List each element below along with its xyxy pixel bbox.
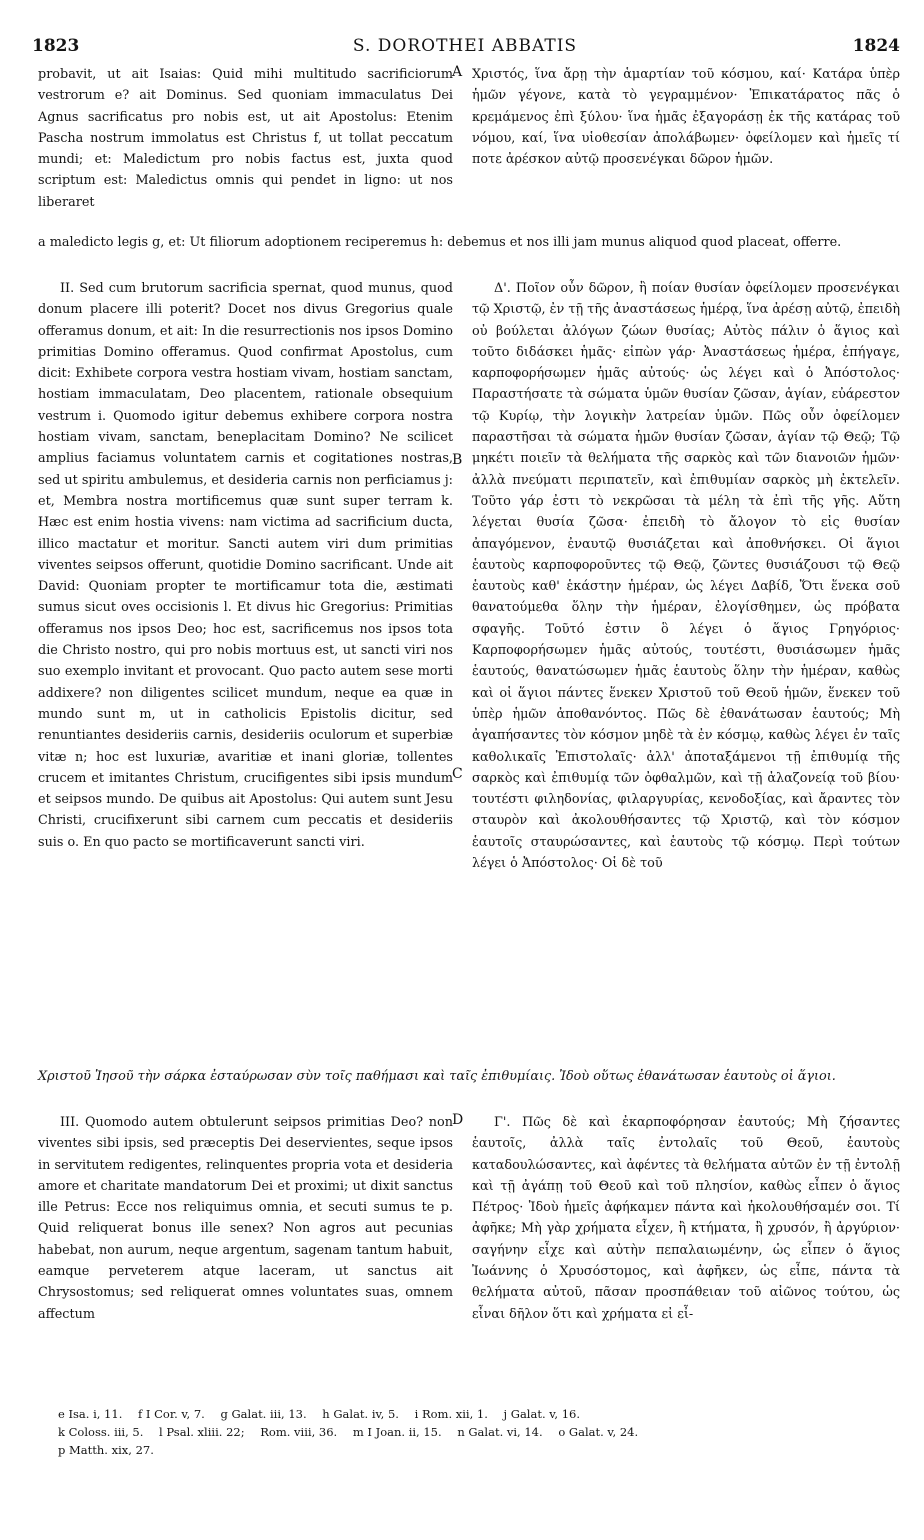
latin-column-bottom	[38, 1112, 453, 1325]
page	[30, 28, 900, 1518]
latin-column-top	[38, 64, 453, 213]
latin-column-middle	[38, 278, 453, 853]
footnotes-line-3	[58, 1442, 898, 1459]
footnotes-line-2	[58, 1424, 898, 1441]
footnote: l Psal. xliii. 22;	[159, 1425, 245, 1439]
footnote: n Galat. vi, 14.	[457, 1425, 543, 1439]
latin-section-2: II. Sed cum brutorum sacrificia spernat, quod munus, quod donum placere illi poterit? Docet nos divus Gregorius quale offeramus donum, et ait: In die resurrectionis nos ipsos Domino primitias Domino offeramus. Quod confirmat Apostolus, cum dicit: Exhibete corpora vestra hostiam vivam, hostiam sanctam, hostiam immaculatam, Deo placentem, rationale obsequium vestrum i. Quomodo igitur debemus exhibere corpora nostra hostiam vivam, sanctam, beneplacitam Domino? Ne scilicet amplius faciamus voluntatem carnis et cogitationes nostras, sed ut spiritu ambulemus, et desideria carnis non perficiamus j: et, Membra nostra mortificemus quæ sunt super terram k. Hæc est enim hostia vivens: nam victima ad sacrificium ducta, illico mactatur et moritur. Sancti autem viri dum primitias viventes seipsos offerunt, quotidie Domino sacrificant. Unde ait David: Quoniam propter te mortificamur tota die, æstimati sumus sicut oves occisionis l. Et divus hic Gregorius: Primitias offeramus nos ipsos Deo; hoc est, sacrificemus nos ipsos tota die Christo nostro, qui pro nobis mortuus est, ut sancti viri nos suo exemplo invitant et provocant. Quo pacto autem sese morti addixere? non diligentes scilicet mundum, neque ea quæ in mundo sunt m, ut in catholicis Epistolis dicitur, sed renuntiantes desideriis carnis, desideriis oculorum et superbiæ vitæ n; hoc est luxuriæ, avaritiæ et inani gloriæ, tollentes crucem et imitantes Christum, crucifigentes sibi ipsis mundum et seipsos mundo. De quibus ait Apostolus: Qui autem sunt Jesu Christi, crucifixerunt sibi carnem cum peccatis et desideriis suis o. En quo pacto se mortificaverunt sancti viri.	[38, 281, 453, 850]
footnote: g Galat. iii, 13.	[220, 1407, 307, 1421]
footnote: k Coloss. iii, 5.	[58, 1425, 144, 1439]
footnote: i Rom. xii, 1.	[414, 1407, 488, 1421]
footnote: m I Joan. ii, 15.	[352, 1425, 442, 1439]
page-number-left: 1823	[32, 36, 80, 56]
latin-section-3: III. Quomodo autem obtulerunt seipsos primitias Deo? non viventes sibi ipsis, sed præceptis Dei deservientes, seque ipsos in servitutem redigentes, relinquentes propria vota et desideria amore et charitate mandatorum Dei et proximi; ut dixit sanctus ille Petrus: Ecce nos reliquimus omnia, et secuti sumus te p. Quid reliquerat bonus ille senex? Non agros aut pecunias habebat, non aurum, neque argentum, sagenam tantum habuit, eamque perveterem atque laceram, ut sanctus ait Chrysostomus; sed reliquerat omnes voluntates suas, omnem affectum	[38, 1115, 453, 1322]
page-header	[30, 28, 900, 64]
greek-paragraph-1: Χριστός, ἵνα ἄρῃ τὴν ἁμαρτίαν τοῦ κόσμου, καί· Κατάρα ὑπὲρ ἡμῶν γέγονε, κατὰ τὸ γεγραμμένον· Ἐπικατάρατος πᾶς ὁ κρεμάμενος ἐπὶ ξύλου· ἵνα ἡμᾶς ἐξαγοράσῃ ἐκ τῆς κατάρας τοῦ νόμου, καί, ἵνα υἱοθεσίαν ἀπολάβωμεν· ὀφείλομεν καὶ ἡμεῖς τί ποτε ἀρέσκον αὐτῷ προσενέγκαι δῶρον ἡμῶν.	[472, 67, 900, 168]
greek-column-middle	[472, 278, 900, 874]
margin-letter-b: B	[452, 452, 463, 468]
greek-section-2: Δ'. Ποῖον οὖν δῶρον, ἢ ποίαν θυσίαν ὀφείλομεν προσενέγκαι τῷ Χριστῷ, ἐν τῇ τῆς ἀναστάσεως ἡμέρᾳ, ἵνα ἀρέσῃ αὐτῷ, ἐπειδὴ οὐ βούλεται ἀλόγων ζώων θυσίας; Αὐτὸς πάλιν ὁ ἅγιος καὶ τοῦτο διδάσκει ἡμᾶς· εἰπὼν γάρ· Ἀναστάσεως ἡμέρα, ἐπήγαγε, καρποφορήσωμεν ἡμᾶς αὐτούς· ὡς λέγει καὶ ὁ Ἀπόστολος· Παραστήσατε τὰ σώματα ὑμῶν θυσίαν ζῶσαν, ἁγίαν, εὐάρεστον τῷ Κυρίῳ, τὴν λογικὴν λατρείαν ὑμῶν. Πῶς οὖν ὀφείλομεν παραστῆσαι τὰ σώματα ἡμῶν θυσίαν ζῶσαν, ἁγίαν τῷ Θεῷ; Τῷ μηκέτι ποιεῖν τὰ θελήματα τῆς σαρκὸς καὶ τῶν διανοιῶν ἡμῶν· ἀλλὰ πνεύματι περιπατεῖν, καὶ ἐπιθυμίαν σαρκὸς μὴ ἐκτελεῖν. Τοῦτο γάρ ἐστι τὸ νεκρῶσαι τὰ μέλη τὰ ἐπὶ τῆς γῆς. Αὕτη λέγεται θυσία ζῶσα· ἐπειδὴ τὸ ἄλογον τὸ εἰς θυσίαν ἀπαγόμενον, ἐναυτῷ θυσιάζεται καὶ ἀποθνήσκει. Οἱ ἅγιοι ἑαυτοὺς καρποφοροῦντες τῷ Θεῷ, ζῶντες θυσιάζουσι τῷ Θεῷ ἑαυτοὺς καθ' ἑκάστην ἡμέραν, ὡς λέγει Δαβίδ, Ὅτι ἕνεκα σοῦ θανατούμεθα ὅλην τὴν ἡμέραν, ἐλογίσθημεν, ὡς πρόβατα σφαγῆς. Τοῦτό ἐστιν ὃ λέγει ὁ ἅγιος Γρηγόριος· Καρποφορήσωμεν ἡμᾶς αὐτούς, τουτέστι, θυσιάσωμεν ἡμᾶς ἑαυτούς, θανατώσωμεν ἡμᾶς ἑαυτοὺς ὅλην τὴν ἡμέραν, καθὼς καὶ οἱ ἅγιοι πάντες ἕνεκεν Χριστοῦ τοῦ Θεοῦ ἡμῶν, ἕνεκεν τοῦ ὑπὲρ ἡμῶν ἀποθανόντος. Πῶς δὲ ἐθανάτωσαν ἑαυτούς; Μὴ ἀγαπήσαντες τὸν κόσμον μηδὲ τὰ ἐν κόσμῳ, καθὼς λέγει ἐν ταῖς καθολικαῖς Ἐπιστολαῖς· ἀλλ' ἀποταξάμενοι τῇ ἐπιθυμίᾳ τῆς σαρκὸς καὶ ἐπιθυμίᾳ τῶν ὀφθαλμῶν, καὶ τῇ ἀλαζονείᾳ τοῦ βίου· τουτέστι φιληδονίας, φιλαργυρίας, κενοδοξίας, καὶ ἄραντες τὸν σταυρὸν καὶ ἀκολουθήσαντες τῷ Χριστῷ, καὶ τὸν κόσμον ἑαυτοῖς σταυρώσαντες, καὶ ἑαυτοὺς τῷ κόσμῳ. Περὶ τούτων λέγει ὁ Ἀπόστολος· Οἱ δὲ τοῦ	[472, 281, 900, 872]
margin-letter-d: D	[452, 1112, 464, 1128]
footnote: e Isa. i, 11.	[58, 1407, 123, 1421]
greek-section-3: Γ'. Πῶς δὲ καὶ ἐκαρποφόρησαν ἑαυτούς; Μὴ ζήσαντες ἑαυτοῖς, ἀλλὰ ταῖς ἐντολαῖς τοῦ Θεοῦ, ἑαυτοὺς καταδουλώσαντες, καὶ ἀφέντες τὰ θελήματα αὐτῶν ἐν τῇ ἐντολῇ καὶ τῇ ἀγάπῃ τοῦ Θεοῦ καὶ τοῦ πλησίον, καθὼς εἶπεν ὁ ἅγιος Πέτρος· Ἰδοὺ ἡμεῖς ἀφήκαμεν πάντα καὶ ἠκολουθήσαμέν σοι. Τί ἀφῆκε; Μὴ γὰρ χρήματα εἶχεν, ἢ κτήματα, ἢ χρυσόν, ἢ ἀργύριον· σαγήνην εἶχε καὶ αὐτὴν πεπαλαιωμένην, ὡς εἶπεν ὁ ἅγιος Ἰωάννης ὁ Χρυσόστομος, καὶ ἀφῆκεν, ὡς εἶπε, πάντα τὰ θελήματα αὐτοῦ, πᾶσαν προσπάθειαν τοῦ αἰῶνος τούτου, ὡς εἶναι δῆλον ὅτι καὶ χρήματα εἰ εἶ-	[472, 1115, 900, 1322]
latin-full-width-line: a maledicto legis g, et: Ut filiorum adoptionem reciperemus h: debemus et nos illi jam munus aliquod quod placeat, offerre.	[38, 235, 842, 250]
greek-column-bottom	[472, 1112, 900, 1325]
footnote: p Matth. xix, 27.	[58, 1443, 154, 1457]
margin-letter-c: C	[452, 766, 463, 782]
footnotes-line-1	[58, 1406, 898, 1423]
greek-column-top	[472, 64, 900, 170]
margin-letter-a: A	[452, 64, 463, 80]
footnote: o Galat. v, 24.	[558, 1425, 639, 1439]
footnote: Rom. viii, 36.	[260, 1425, 338, 1439]
footnote: f I Cor. v, 7.	[138, 1407, 205, 1421]
greek-full-width-line: Χριστοῦ Ἰησοῦ τὴν σάρκα ἐσταύρωσαν σὺν τοῖς παθήμασι καὶ ταῖς ἐπιθυμίαις. Ἰδοὺ οὕτως ἐθανάτωσαν ἑαυτοὺς οἱ ἅγιοι.	[38, 1069, 836, 1084]
footnote: h Galat. iv, 5.	[322, 1407, 399, 1421]
page-number-right: 1824	[852, 36, 900, 56]
running-title: S. DOROTHEI ABBATIS	[352, 36, 578, 56]
latin-paragraph-1: probavit, ut ait Isaias: Quid mihi multitudo sacrificiorum vestrorum e? ait Dominus. Sed quoniam immaculatus Dei Agnus sacrificatus pro nobis est, ut ait Apostolus: Etenim Pascha nostrum immolatus est Christus f, ut tollat peccatum mundi; et: Maledictum pro nobis factus est, juxta quod scriptum est: Maledictus omnis qui pendet in ligno: ut nos liberaret	[38, 67, 453, 210]
footnote: j Galat. v, 16.	[503, 1407, 581, 1421]
